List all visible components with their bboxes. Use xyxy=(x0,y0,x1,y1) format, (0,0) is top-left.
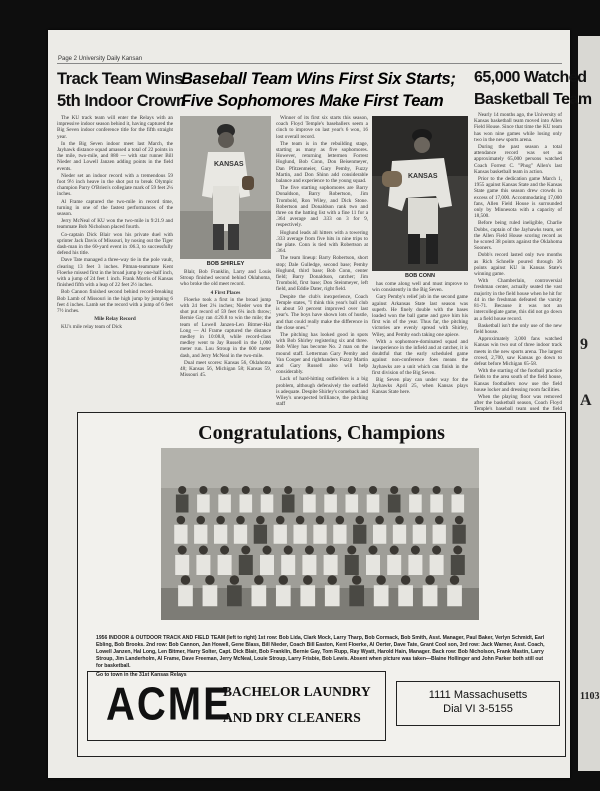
bob-shirley-photo xyxy=(180,116,271,259)
track-paragraph: KU's mile relay team of Dick xyxy=(61,323,123,330)
baseball-paragraph: The pitching has looked good in spots with Bob Shirley registering six and three. Bob Wiley has become No. 2 man on the mound staff. Letterman Gary Pemby and Van Cooper and righthanders Fuzzy Martin and Gary Russell also will help considerably. xyxy=(276,331,368,376)
champions-advertisement xyxy=(77,412,566,757)
page-folio: Page 2 University Daily Kansan xyxy=(58,56,143,62)
track-paragraph: Blair, Bob Franklin, Larry and Louis Stroup finished second behind Oklahoma, who broke the old meet record. xyxy=(180,269,271,288)
basketball-paragraph: Before being ruled ineligible, Charlie Dobbs, captain of the Jayhawks team, set the Allen Field House scoring record as he scored 38 points against the Oklahoma Sooners. xyxy=(474,220,562,252)
team-caption-text: 1956 INDOOR & OUTDOOR TRACK AND FIELD TEAM (left to right) 1st row: Bob Lida, Clark Mock, Larry Tharp, Bob Cormack, Bob Smith, Asst. Manager, Paul Baker, Verlyn Schmidt, Earl Ebling, Bob Brooks. 2nd row: Bob Cannon, Jan Howell, Gene Blass, Bill Nieder, Coach Bill Easton, Kent Floerke, Al Oerter, Dave Tate, Grant Cool son, 3rd row: Jack Warner, Asst. Coach, Lowell Janzen, Hal Long, Len Bitmer, Harry Solter, Capt. Dick Blair, Bob Franklin, Bernie Gay, Tom Rupp, Ray Wyatt, Harold Hain, Manager. Back row: Bob Nicholson, Frank Mastin, Larry Stroup, Jim Landerholm, Al Frame, Dave Freeman, Jerry McNeal, Louie Stroup, Larry Frisbie, Bob Lewis. Absent when picture was taken—Blaine Hollinger and John Parker both still out for basketball. xyxy=(96,635,545,669)
bob-conn-photo xyxy=(372,116,468,271)
adjacent-page-mark: 1103 xyxy=(580,691,600,702)
baseball-article-continued xyxy=(372,281,468,405)
address-ad xyxy=(396,681,560,726)
track-paragraph: Al Frame captured the two-mile in record time, turning in one of the fastest performances of the season. xyxy=(57,198,173,218)
baseball-paragraph: Despite the club's inexperience, Coach Temple states, "I think this year's ball club is about 50 percent improved over last year's. The boys have shown lots of hustle, and that could really make the difference in the close ones." xyxy=(276,293,368,331)
baseball-paragraph: Winner of its first six starts this season, coach Floyd Temple's baseballers seem a cinch to improve on last year's 6 won, 16 lost overall record. xyxy=(276,115,368,140)
adjacent-page-mark: A xyxy=(580,392,592,409)
track-headline-line1: Track Team Wins xyxy=(57,70,183,88)
acme-line2: AND DRY CLEANERS xyxy=(223,710,361,725)
basketball-paragraph: Prior to the dedication game March 1, 1955 against Kansas State and the Kansas State game this season drew crowds in excess of 17,000. Accommodating 17,000 fans, Allen Field House is surrounded only by Minnesota with a capacity of 18,500. xyxy=(474,176,562,220)
bob-shirley-caption: BOB SHIRLEY xyxy=(206,261,245,267)
track-paragraph: Bob Cannon finished second behind record-breaking Bob Lamb of Missouri in the high jump by jumping 6 feet 4 inches. Lamb set the record with a jump of 6 feet 7½ inches. xyxy=(57,289,173,315)
track-article-continued xyxy=(180,269,271,405)
player-figure-image xyxy=(180,116,271,259)
congratulations-title: Congratulations, Champions xyxy=(198,422,445,444)
track-subhead-2: 4 First Places xyxy=(210,289,241,296)
track-paragraph: Dual meet scores: Kansas 56, Oklahoma 48; Kansas 56, Michigan 58; Kansas 59, Missouri 45. xyxy=(180,359,271,379)
baseball-paragraph: The five starting sophomores are Barry Donaldson, Barry Robertson, Jim Trombold, Ron Wiley, and Dick Stone. Robertson and Donaldson rank two and three on the batting list with a fine 11 for a .364 average and .333 on 3 for 9, respectively. xyxy=(276,185,368,229)
baseball-paragraph: The team lineup: Barry Robertson, short stop; Dale Gulledge, second base; Pemby Hoglund, third base; Bob Conn, center field; Barry Donaldson, catcher; Jim Trombold, first base; Don Steinmeyer, left field, and Eddie Dater, right field. xyxy=(276,255,368,293)
basketball-paragraph: Basketball isn't the only use of the new field house. xyxy=(474,322,562,335)
baseball-article xyxy=(276,115,368,408)
header-rule xyxy=(57,63,562,64)
baseball-headline xyxy=(181,68,456,112)
relays-line: Go to town in the 31st Kansas Relays xyxy=(96,672,187,678)
phone-text: Dial VI 3-5155 xyxy=(443,703,513,715)
bob-conn-caption: BOB CONN xyxy=(405,273,435,279)
basketball-headline-line1: 65,000 Watched xyxy=(474,69,587,86)
track-paragraph: In the Big Seven indoor meet last March, the Jayhawk distance squad amassed a total of 22 points in the mile, two-mile, and 880 — with star runner Bill Nieder and Lowell Janzen adding points in the field events. xyxy=(57,140,173,172)
team-photo xyxy=(161,448,479,620)
basketball-headline xyxy=(474,67,592,111)
baseball-paragraph: has come along well and must improve to win consistently in the Big Seven. xyxy=(372,281,468,294)
acme-ad xyxy=(87,671,386,741)
track-subhead: Mile Relay Record xyxy=(94,316,136,323)
track-headline xyxy=(57,68,186,112)
team-group-image xyxy=(161,448,479,620)
basketball-paragraph: Nearly 14 months ago, the University of Kansas basketball team moved into Allen Field House. Since that time the KU team has won nine games while losing only two in the new sports arena. xyxy=(474,112,562,143)
basketball-paragraph: Dobb's record lasted only two months as Rich Schnelle poured through 36 points against KU in Kansas State's winning game. xyxy=(474,252,562,278)
basketball-paragraph: Approximately 3,000 fans watched Kansas win two out of three indoor track meets in the new sports arena. The largest crowd, 2,700, saw Kansas go down to defeat before Michigan 65-58. xyxy=(474,336,562,367)
basketball-paragraph: During the past season a total attendance record was set as approximately 65,000 persons watched Coach Forrest C. "Phog" Allen's last Kansas basketball team in action. xyxy=(474,144,562,175)
acme-logo: ACME xyxy=(106,679,232,730)
baseball-paragraph: Hoglund leads all hitters with a towering .333 average from five hits in nine trips to the plate. Conn is tied with Robertson at .364. xyxy=(276,229,368,255)
address-text: 1111 Massachusetts xyxy=(428,689,528,701)
baseball-headline-line2: Five Sophomores Make First Team xyxy=(181,92,444,110)
adjacent-page-mark: 9 xyxy=(580,336,588,353)
basketball-paragraph: With Chamberlain, controversial freshman center, actually seated the vast majority in the field house when he hit for 44 in the freshman defeated the varsity 81-71. Because it was not an intercollegiate game, this did not go down as a field house record. xyxy=(474,278,562,322)
track-paragraph: Co-captain Dick Blair won his private duel with sprinter Jack Davis of Missouri, by nosing out the Tiger dash-man in the 60-yard event in :06.3, to successfully defend his title. xyxy=(57,231,173,257)
baseball-paragraph: Gary Pemby's relief job in the second game against Arkansas State last season was superb. He finely double with the bases loaded won the ball game and gave him his first win of the year. Thus far, the pitching victories are evenly spread with Shirley, Wiley, and Pemby each taking one apiece. xyxy=(372,294,468,338)
track-paragraph: Dave Tate managed a three-way tie in the pole vault, clearing 13 feet 3 inches. Pitman-teammate Kent Floerke missed first in the broad jump by one-half inch, with a jump of 24 feet 1 inch. Frank Morris of Kansas finished fifth with a leap of 22 feet 2½ inches. xyxy=(57,257,173,289)
adjacent-page-edge xyxy=(578,36,600,771)
track-headline-line2: 5th Indoor Crown xyxy=(57,92,186,110)
baseball-headline-line1: Baseball Team Wins First Six Starts; xyxy=(181,70,456,88)
baseball-paragraph: The team is in the rebuilding stage, starting as many as five sophomores. However, returning lettermen Forrest Hoglund, Bob Conn, Don Beisenmeyer, Dan Pfitzenmeier, Gary Pemby, Fuzzy Martin, and Don Shinn add considerable balance and experience to the young squad. xyxy=(276,140,368,185)
player-figure-image xyxy=(372,116,468,271)
track-article xyxy=(57,115,173,405)
svg-text:KANSAS: KANSAS xyxy=(214,161,244,168)
track-paragraph: Floerke took a first in the broad jump with 24 feet 2¼ inches; Nieder won the shot put record of 59 feet 6¼ inch throw; Bernie Gay ran 4:20.8 to win the mile; the team of Lowell Janzen-Len Bitmer-Hal Long — Al Frame captured the distance medley in 10:08.8, while record-class medley went to Jay Russell in the 1,000 meter run. Lou Stroup in the 600 meter dash, and Jerry McNeal in the two-mile. xyxy=(180,296,271,359)
basketball-headline-line2: Basketball Team xyxy=(474,91,592,108)
baseball-paragraph: Lack of hard-hitting outfielders is a big problem, although defensively the outfield is adequate. Despite Shirley's comeback and Wiley's unexpected brilliance, the pitching staff xyxy=(276,376,368,408)
track-paragraph: Jerry McNeal of KU won the two-mile in 9:21.9 and teammate Bob Nicholson placed fourth. xyxy=(57,218,173,231)
baseball-paragraph: Big Seven play can under way for the Jayhawks April 25, when Kansas plays Kansas State here. xyxy=(372,377,468,396)
baseball-paragraph: With a sophomore-dominated squad and inexperience in the infield and at catcher, it is doubtful that the early scheduled game against non-conference foes means the Jayhawks are a unit which can finish in the first division of the Big Seven. xyxy=(372,338,468,376)
track-paragraph: Nieder set an indoor record with a tremendous 59 foot 9½ inch heave in the shot put to break Olympic champion Parry O'Brien's collegiate mark of 59 feet 2¼ inches. xyxy=(57,172,173,198)
track-paragraph: The KU track team will enter the Relays with an impressive indoor season behind it, having captured the Big Seven indoor conference title for the fifth straight year. xyxy=(57,115,173,140)
basketball-paragraph: With the starting of the football practice fields to the area south of the field house, Kansas footballers now use the field house locker and dressing room facilities. xyxy=(474,368,562,393)
svg-text:KANSAS: KANSAS xyxy=(408,173,438,180)
basketball-paragraph: When the playing floor was removed after the basketball season, Coach Floyd Temple's baseball team used the field xyxy=(474,393,562,413)
basketball-article xyxy=(474,112,562,413)
acme-line1: BACHELOR LAUNDRY xyxy=(223,684,371,699)
